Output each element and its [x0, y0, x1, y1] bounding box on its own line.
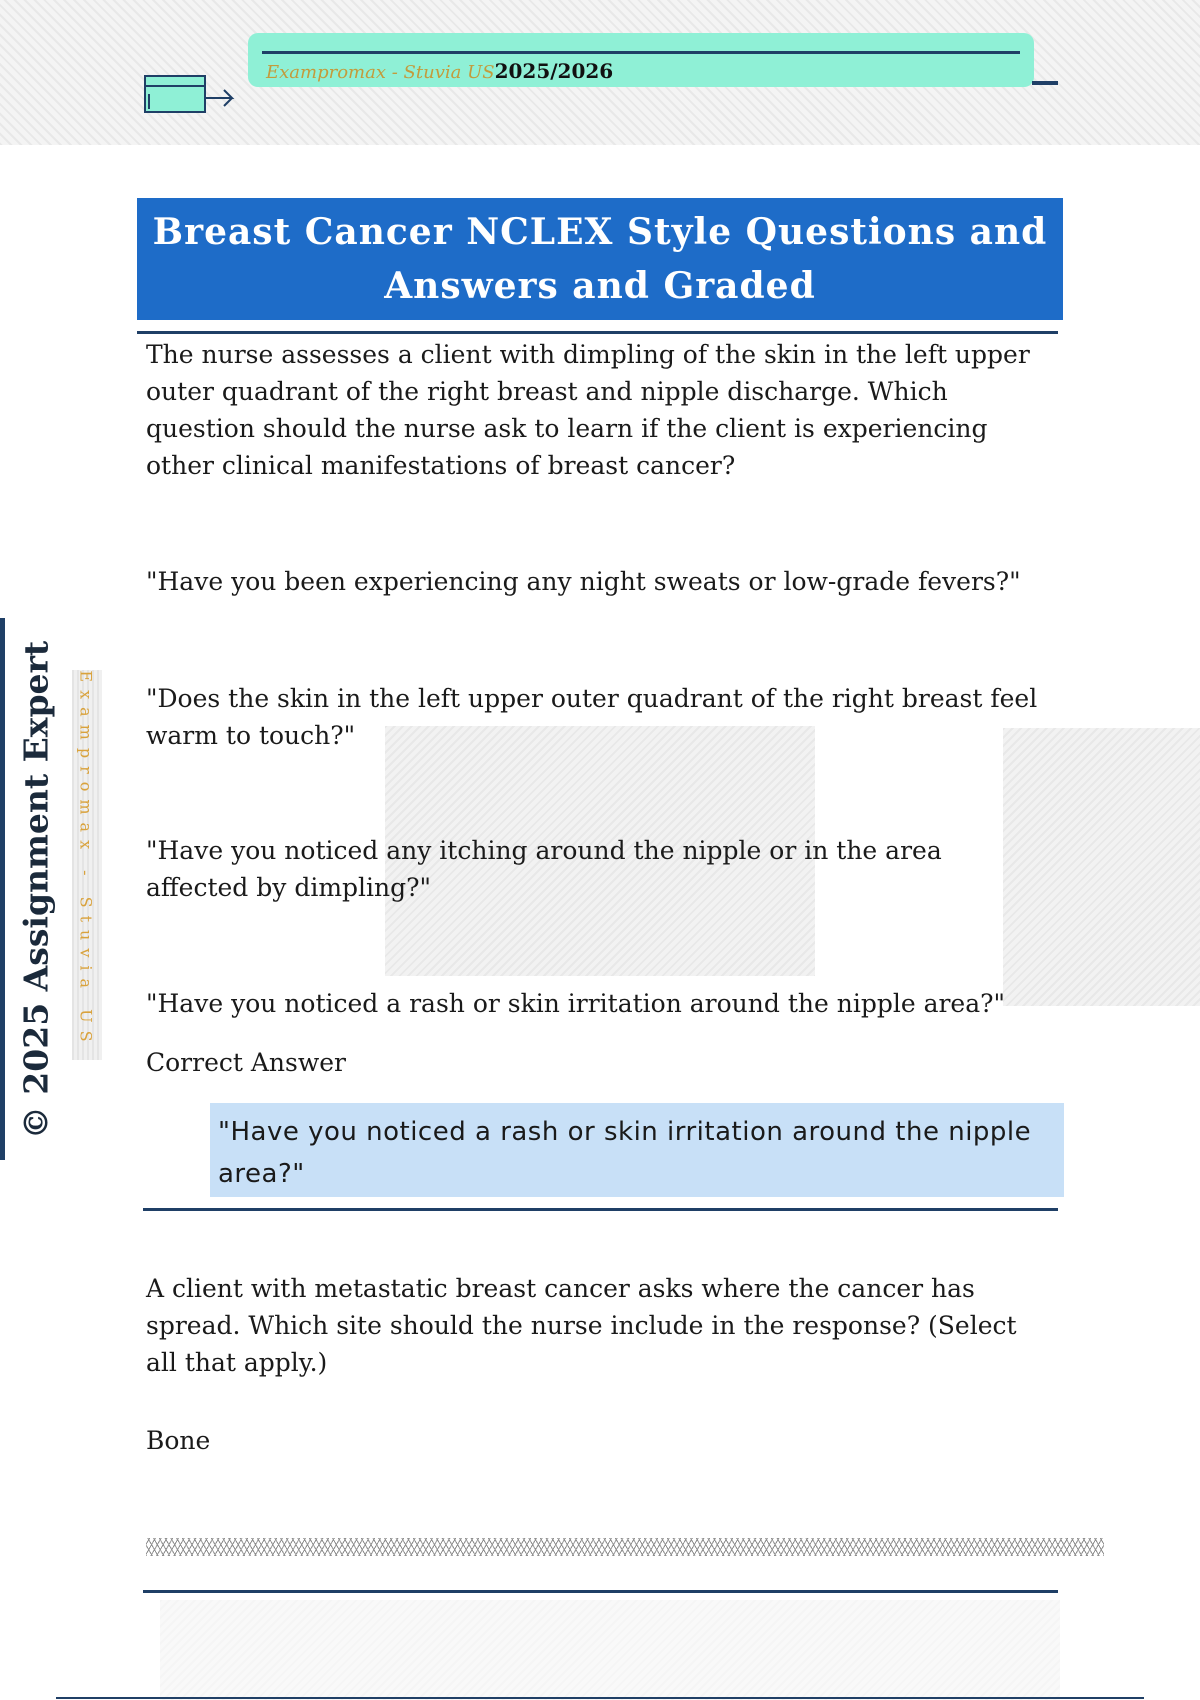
- answer-option: "Have you noticed any itching around the nipple or in the area affected by dimpling?": [146, 836, 942, 902]
- side-watermark: Exampromax - Stuvia US: [76, 670, 96, 1050]
- answer-option: "Have you noticed a rash or skin irritation around the nipple area?": [146, 989, 1006, 1018]
- correct-answer-label: Correct Answer: [146, 1048, 346, 1077]
- header-bar: [248, 33, 1034, 87]
- header-year: 2025/2026: [494, 59, 614, 83]
- zigzag-divider: [146, 1538, 1104, 1556]
- correct-answer-box: [210, 1103, 1064, 1197]
- copyright-watermark: © 2025 Assignment Expert: [16, 640, 56, 1140]
- question-text: The nurse assesses a client with dimpling of the skin in the left upper outer quadrant of the right breast and nipple discharge. Which question should the nurse ask to learn if the client is experiencing other clinical manifestations of breast cancer?: [146, 340, 1030, 480]
- document-logo-icon: [144, 74, 238, 114]
- page-title: Breast Cancer NCLEX Style Questions and Answers and Graded: [137, 198, 1063, 320]
- divider: [143, 1590, 1058, 1593]
- header-text: [266, 59, 613, 83]
- header-rule-tail: [1032, 81, 1058, 85]
- divider: [137, 331, 1058, 334]
- watermark-bar: [0, 618, 5, 1160]
- answer-option: "Have you been experiencing any night sweats or low-grade fevers?": [146, 567, 1021, 596]
- question-text: A client with metastatic breast cancer asks where the cancer has spread. Which site should the nurse include in the response? (Select all that apply.): [146, 1274, 1017, 1377]
- header-rule: [262, 51, 1020, 54]
- correct-answer-text: "Have you noticed a rash or skin irritation around the nipple area?": [218, 1117, 1032, 1189]
- divider: [143, 1208, 1058, 1211]
- background-texture: [160, 1600, 1060, 1700]
- answer-option: Bone: [146, 1426, 211, 1455]
- page-bottom-rule: [56, 1697, 1144, 1699]
- header-brand: Exampromax - Stuvia US: [266, 62, 495, 83]
- answer-option: "Does the skin in the left upper outer quadrant of the right breast feel warm to touch?": [146, 684, 1038, 750]
